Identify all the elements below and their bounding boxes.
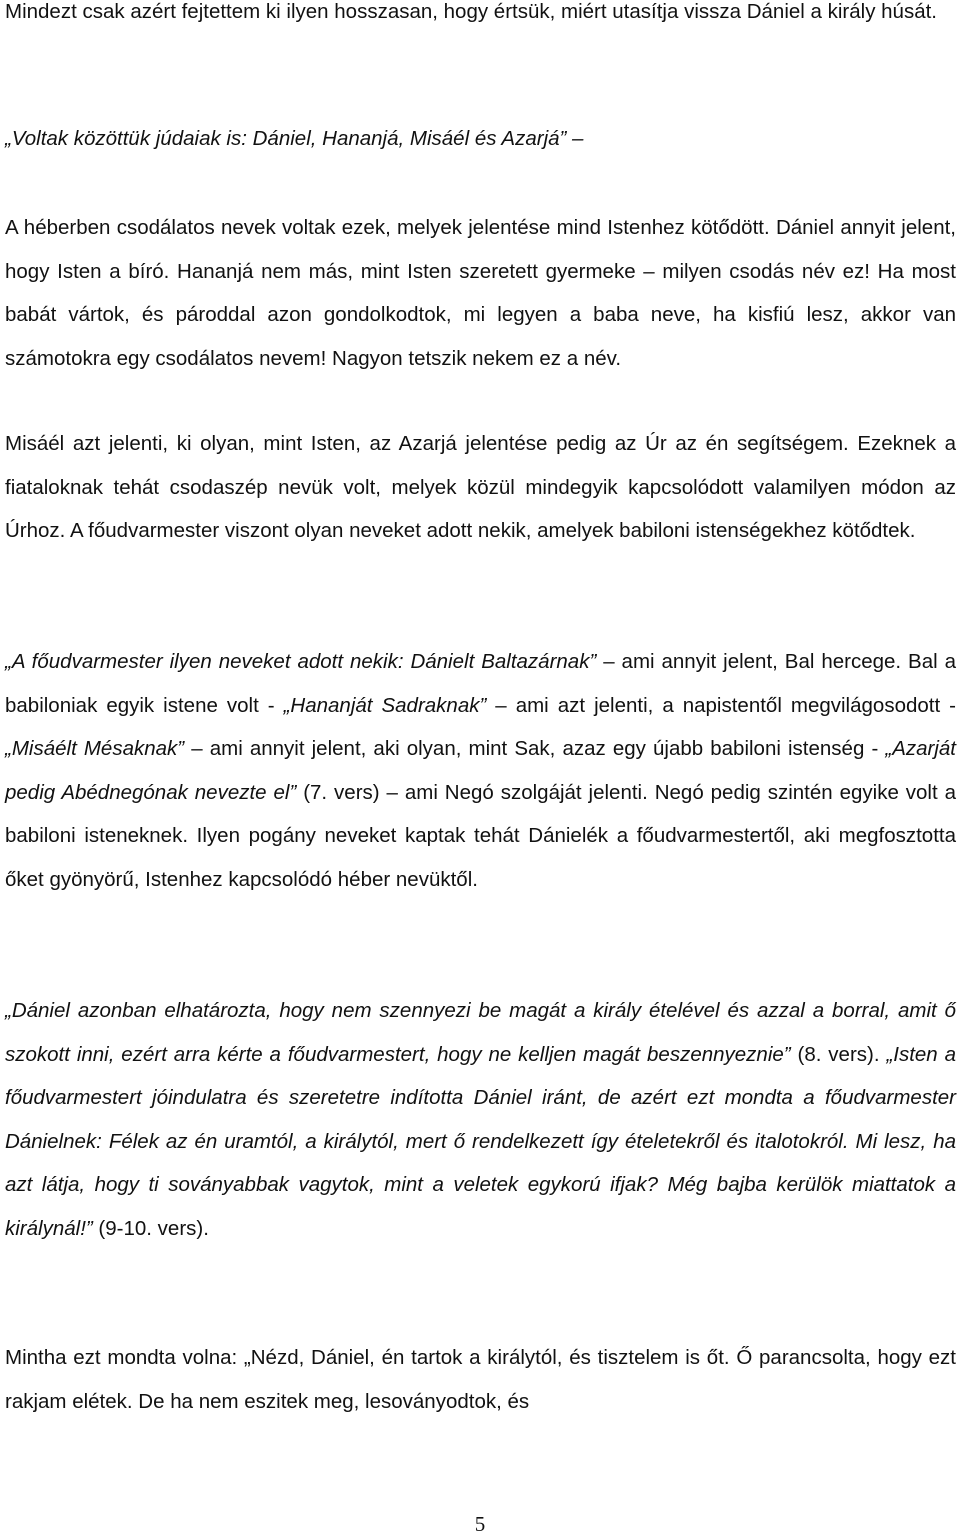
body-text: Mindezt csak azért fejtettem ki ilyen hosszasan, hogy értsük, miért utasítja vissza Dániel a király húsát. bbox=[5, 0, 937, 23]
body-text: (7. vers) – ami Negó szolgáját jelenti. Negó pedig szintén egyike volt a babiloni isteneknek. Ilyen pogány neveket kaptak tehát Dánielék a főudvarmestertől, aki megfosztotta őket gyönyörű, Istenhez kapcsolódó héber nevüktől. bbox=[5, 780, 956, 891]
paragraph-interpretation bbox=[5, 1336, 956, 1423]
paragraph-scripture-names bbox=[5, 117, 956, 161]
paragraph-name-meanings bbox=[5, 422, 956, 553]
body-text: Misáél azt jelenti, ki olyan, mint Isten, az Azarjá jelentése pedig az Úr az én segítségem. Ezeknek a fiataloknak tehát csodaszép nevük volt, melyek közül mindegyik kapcsolódott valamilyen módon az Úrhoz. A főudvarmester viszont olyan neveket adott nekik, amelyek babiloni istenségekhez kötődtek. bbox=[5, 432, 956, 543]
body-text: A héberben csodálatos nevek voltak ezek, melyek jelentése mind Istenhez kötődött. Dániel annyit jelent, hogy Isten a bíró. Hananjá nem más, mint Isten szeretett gyermeke – milyen csodás név ez! Ha most babát vártok, és pároddal azon gondolkodtok, mi legyen a baba neve, ha kisfiú lesz, akkor van számotokra egy csodálatos nevem! Nagyon tetszik nekem ez a név. bbox=[5, 216, 956, 370]
quoted-text: „Azarját pedig Abédnegónak nevezte el” bbox=[5, 737, 957, 804]
paragraph-intro bbox=[5, 0, 956, 34]
quoted-text: „Isten a főudvarmestert jóindulatra és szeretetre indította Dániel iránt, de azért ezt mondta a főudvarmester Dánielnek: Félek az én uramtól, a királytól, mert ő rendelkezett így ételetekről és italotokról. Mi lesz, ha azt látja, hogy ti soványabbak vagytok, mint a veletek egykorú ifjak? Még bajba kerülök miattatok a királynál!” bbox=[5, 1042, 956, 1240]
quoted-text: „Voltak közöttük júdaiak is: Dániel, Hananjá, Misáél és Azarjá” – bbox=[5, 127, 584, 150]
quoted-text: „A főudvarmester ilyen neveket adott nekik: Dánielt Baltazárnak” bbox=[5, 650, 597, 673]
body-text: – ami azt jelenti, a napistentől megvilágosodott - bbox=[486, 693, 956, 717]
quoted-text: „Dániel azonban elhatározta, hogy nem szennyezi be magát a király ételével és azzal a borral, amit ő szokott inni, ezért arra kérte a főudvarmestert, hogy ne kelljen magát beszennyeznie” bbox=[5, 999, 956, 1066]
page-number: 5 bbox=[474, 1512, 486, 1536]
paragraph-hebrew-names bbox=[5, 206, 956, 380]
quoted-text: „Hananját Sadraknak” bbox=[283, 693, 487, 717]
quoted-text: „Misáélt Mésaknak” bbox=[5, 737, 185, 761]
body-text: Mintha ezt mondta volna: „Nézd, Dániel, én tartok a királytól, és tisztelem is őt. Ő parancsolta, hogy ezt rakjam elétek. De ha nem eszitek meg, lesoványodtok, és bbox=[5, 1346, 956, 1413]
body-text: – ami annyit jelent, aki olyan, mint Sak, azaz egy újabb babiloni istenség - bbox=[184, 737, 886, 761]
paragraph-babylonian-names bbox=[5, 640, 956, 902]
paragraph-daniel-resolve bbox=[5, 989, 956, 1251]
body-text: (9-10. vers). bbox=[92, 1216, 209, 1240]
body-text: – ami annyit jelent, Bal hercege. Bal a babiloniak egyik istene volt - bbox=[5, 650, 956, 717]
body-text: (8. vers). bbox=[790, 1042, 887, 1066]
